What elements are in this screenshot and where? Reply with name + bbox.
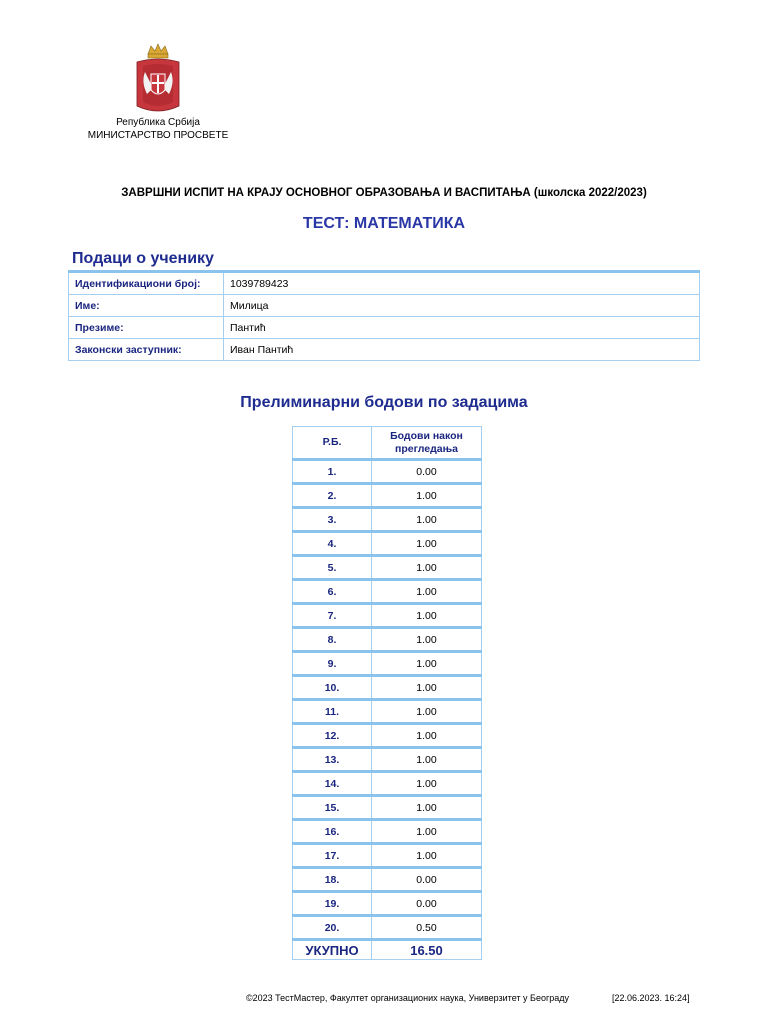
table-header-row [293,427,482,460]
table-row [69,295,700,317]
last-name-value: Пантић [224,317,700,339]
table-row [293,676,482,700]
table-row [293,700,482,724]
column-header-number: Р.Б. [293,427,372,460]
student-id-label: Идентификациони број: [69,272,224,295]
task-number: 11. [293,700,372,724]
task-points: 1.00 [372,604,482,628]
task-number: 4. [293,532,372,556]
table-row [293,532,482,556]
task-number: 5. [293,556,372,580]
table-row [293,748,482,772]
task-points: 0.00 [372,892,482,916]
task-number: 19. [293,892,372,916]
exam-title: ЗАВРШНИ ИСПИТ НА КРАЈУ ОСНОВНОГ ОБРАЗОВАЊА И ВАСПИТАЊА (школска 2022/2023) [121,187,647,199]
task-points: 1.00 [372,844,482,868]
ministry-block [60,116,256,142]
table-row [293,892,482,916]
task-number: 2. [293,484,372,508]
guardian-label: Законски заступник: [69,339,224,361]
scores-section-title: Прелиминарни бодови по задацима [240,394,528,411]
student-id-value: 1039789423 [224,272,700,295]
task-number: 1. [293,460,372,484]
task-points: 1.00 [372,772,482,796]
task-points: 1.00 [372,700,482,724]
table-row [293,460,482,484]
table-row [293,484,482,508]
table-row [293,508,482,532]
task-number: 17. [293,844,372,868]
test-title: ТЕСТ: МАТЕМАТИКА [302,215,466,232]
total-value: 16.50 [372,940,482,960]
guardian-value: Иван Пантић [224,339,700,361]
task-number: 6. [293,580,372,604]
table-row [293,796,482,820]
task-points: 1.00 [372,652,482,676]
task-number: 15. [293,796,372,820]
table-row [293,604,482,628]
ministry-name: МИНИСТАРСТВО ПРОСВЕТЕ [87,130,229,141]
task-points: 1.00 [372,508,482,532]
student-info-table [68,270,700,361]
task-points: 1.00 [372,748,482,772]
task-points: 1.00 [372,628,482,652]
task-points: 0.50 [372,916,482,940]
column-header-points: Бодови након прегледања [372,427,482,460]
task-points: 1.00 [372,676,482,700]
table-row [293,844,482,868]
table-row [293,556,482,580]
task-number: 9. [293,652,372,676]
task-points: 1.00 [372,556,482,580]
serbian-coat-of-arms-icon [133,42,183,116]
task-points: 1.00 [372,724,482,748]
footer-timestamp: [22.06.2023. 16:24] [612,993,690,1003]
task-number: 13. [293,748,372,772]
task-points: 1.00 [372,580,482,604]
task-number: 14. [293,772,372,796]
table-row [293,772,482,796]
table-row [69,339,700,361]
scores-table [292,426,482,960]
last-name-label: Презиме: [69,317,224,339]
student-section-title: Подаци о ученику [72,250,214,267]
task-points: 1.00 [372,484,482,508]
table-row [293,724,482,748]
first-name-label: Име: [69,295,224,317]
task-points: 0.00 [372,868,482,892]
country-name: Република Србија [116,117,200,128]
table-row [69,272,700,295]
task-number: 10. [293,676,372,700]
task-points: 1.00 [372,796,482,820]
task-points: 1.00 [372,532,482,556]
table-row [293,580,482,604]
task-number: 7. [293,604,372,628]
table-row [69,317,700,339]
task-number: 8. [293,628,372,652]
task-number: 20. [293,916,372,940]
table-row [293,916,482,940]
task-points: 0.00 [372,460,482,484]
table-row [293,868,482,892]
task-number: 12. [293,724,372,748]
task-points: 1.00 [372,820,482,844]
total-row [293,940,482,960]
first-name-value: Милица [224,295,700,317]
table-row [293,652,482,676]
total-label: УКУПНО [293,940,372,960]
task-number: 16. [293,820,372,844]
task-number: 3. [293,508,372,532]
task-number: 18. [293,868,372,892]
table-row [293,628,482,652]
table-row [293,820,482,844]
footer-copyright: ©2023 ТестМастер, Факултет организационих наука, Универзитет у Београду [246,993,569,1003]
